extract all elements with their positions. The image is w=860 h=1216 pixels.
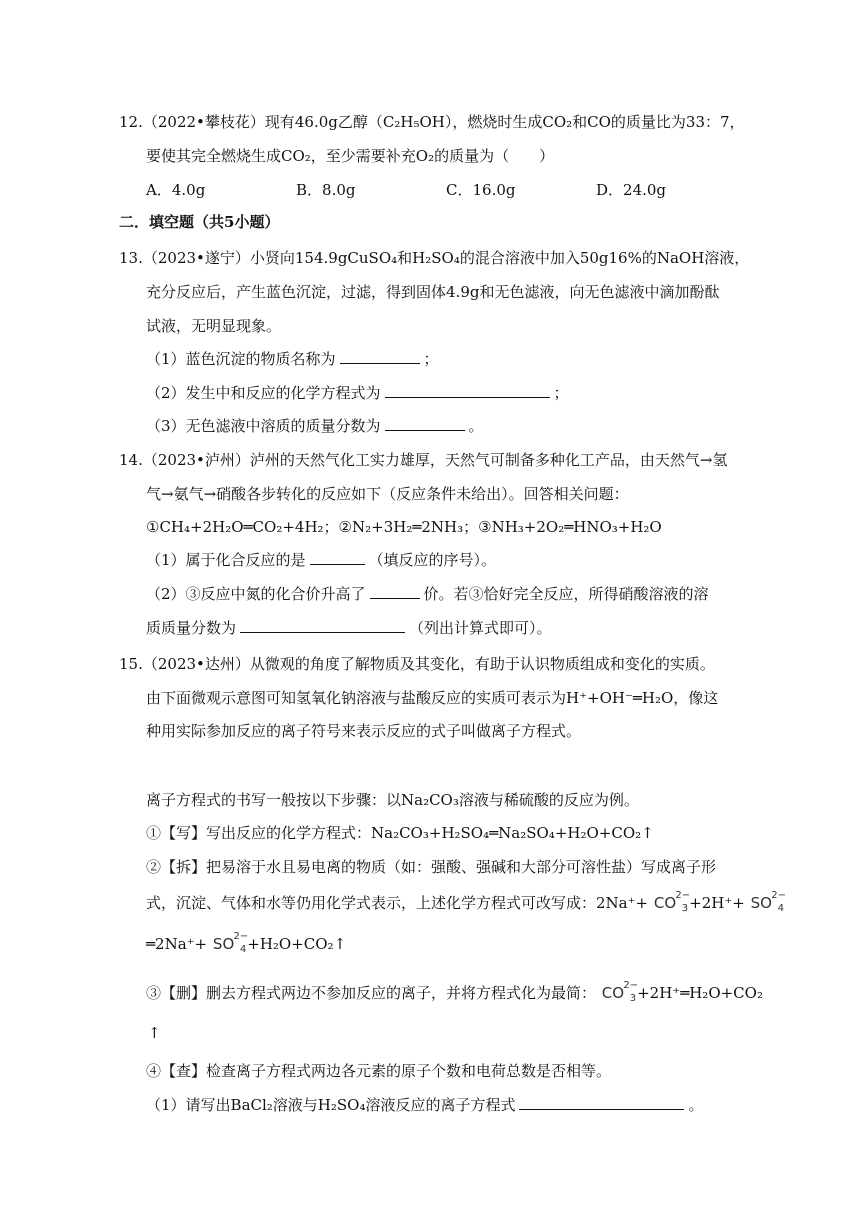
answer-blank[interactable] [240,618,405,633]
q12-line2: 要使其完全燃烧生成CO₂，至少需要补充O₂的质量为（ ） [146,147,555,165]
sulfate-ion: SO 2− 4 [750,890,786,914]
q12-option-a[interactable]: A．4.0g [146,181,206,199]
answer-blank[interactable] [385,383,550,398]
carbonate-ion: CO 2− 3 [653,890,691,914]
q15-line2: 由下面微观示意图可知氢氧化钠溶液与盐酸反应的实质可表示为H⁺+OH⁻═H₂O，像这 [146,689,719,707]
q14-sub1: （1）属于化合反应的是 （填反应的序号）。 [146,551,497,569]
q15-sub1: （1）请写出BaCl₂溶液与H₂SO₄溶液反应的离子方程式 。 [146,1096,704,1114]
q14-sub2: （2）③反应中氮的化合价升高了 价。若③恰好完全反应，所得硝酸溶液的溶 [146,585,709,603]
q12-option-b[interactable]: B．8.0g [296,181,356,199]
answer-blank[interactable] [370,584,420,599]
q15-step2-a: ②【拆】把易溶于水且易电离的物质（如：强酸、强碱和大部分可溶性盐）写成离子形 [146,858,717,876]
q13-sub1: （1）蓝色沉淀的物质名称为 ； [146,350,439,368]
q14-line2: 气→氨气→硝酸各步转化的反应如下（反应条件未给出）。回答相关问题： [146,485,629,503]
q13-sub2: （2）发生中和反应的化学方程式为 ； [146,384,569,402]
q15-step2-c: ═2Na⁺+ SO 2− 4 +H₂O+CO₂↑ [146,931,347,955]
q15-line4: 离子方程式的书写一般按以下步骤：以Na₂CO₃溶液与稀硫酸的反应为例。 [146,791,639,809]
q13-sub3: （3）无色滤液中溶质的质量分数为 。 [146,417,484,435]
section-title: 二．填空题（共5小题） [119,213,280,231]
q13-line2: 充分反应后，产生蓝色沉淀，过滤，得到固体4.9g和无色滤液，向无色滤液中滴加酚酞 [146,283,720,301]
q15-step3-a: ③【删】删去方程式两边不参加反应的离子，并将方程式化为最简： CO 2− 3 +2H⁺═H₂O+CO₂ [146,980,763,1004]
q13-line3: 试液，无明显现象。 [146,317,282,335]
q12-line1: 12.（2022•攀枝花）现有46.0g乙醇（C₂H₅OH），燃烧时生成CO₂和CO的质量比为33：7， [119,113,745,131]
answer-blank[interactable] [385,416,465,431]
answer-blank[interactable] [519,1095,684,1110]
q15-line3: 种用实际参加反应的离子符号来表示反应的式子叫做离子方程式。 [146,722,582,740]
q15-step4: ④【查】检查离子方程式两边各元素的原子个数和电荷总数是否相等。 [146,1062,612,1080]
q14-equations: ①CH₄+2H₂O═CO₂+4H₂；②N₂+3H₂═2NH₃；③NH₃+2O₂═HNO₃+H₂O [146,518,662,536]
answer-blank[interactable] [340,349,420,364]
q14-line1: 14.（2023•泸州）泸州的天然气化工实力雄厚，天然气可制备多种化工产品，由天然气→氢 [119,451,728,469]
answer-blank[interactable] [310,550,365,565]
carbonate-ion: CO 2− 3 [601,980,639,1004]
q14-sub2-cont: 质质量分数为 （列出计算式即可）。 [146,619,552,637]
q12-option-c[interactable]: C．16.0g [446,181,516,199]
q13-line1: 13.（2023•遂宁）小贤向154.9gCuSO₄和H₂SO₄的混合溶液中加入50g16%的NaOH溶液， [119,249,750,267]
q15-step3-b: ↑ [148,1024,161,1042]
q15-step1: ①【写】写出反应的化学方程式：Na₂CO₃+H₂SO₄═Na₂SO₄+H₂O+CO₂↑ [146,824,654,842]
q15-line1: 15.（2023•达州）从微观的角度了解物质及其变化，有助于认识物质组成和变化的实质。 [119,655,715,673]
q12-option-d[interactable]: D．24.0g [596,181,667,199]
q15-step2-b: 式，沉淀、气体和水等仍用化学式表示，上述化学方程式可改写成：2Na⁺+ CO 2− 3 +2H⁺+ SO 2− 4 [146,890,786,914]
sulfate-ion: SO 2− 4 [212,931,249,955]
